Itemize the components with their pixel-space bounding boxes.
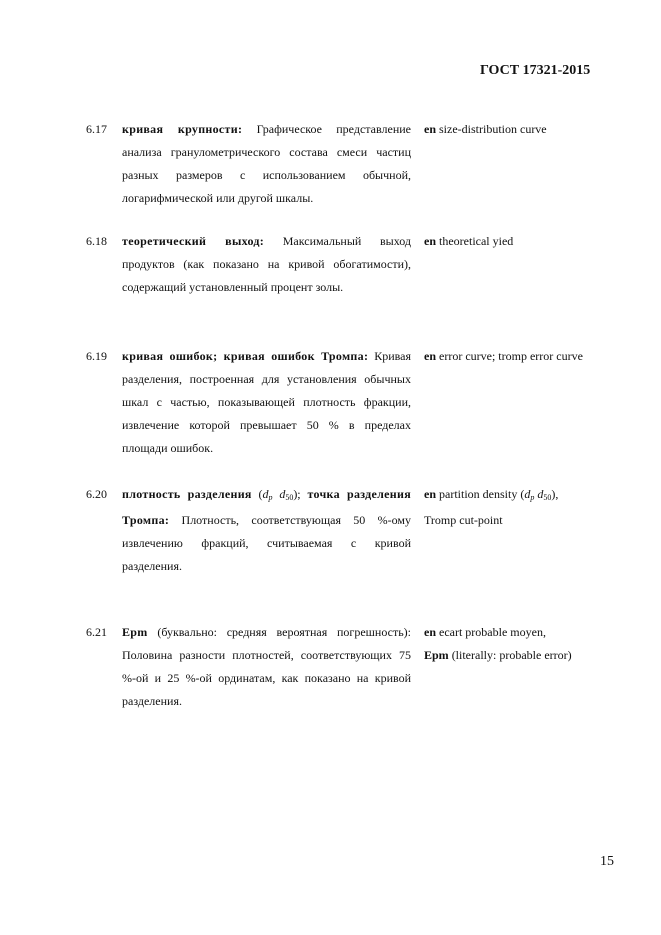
entry-english xyxy=(424,483,634,532)
entry-definition xyxy=(122,118,411,210)
symbol-group xyxy=(259,487,301,501)
definition-text: (буквально: средняя вероятная погрешность): Половина разности плотностей, соответствующих 75 %-ой и 25 %-ой ординатам, как показано на кривой разделения. xyxy=(122,625,411,708)
symbol-d: d xyxy=(262,487,269,501)
language-code: en xyxy=(424,122,436,136)
entry-definition xyxy=(122,483,411,578)
entry-number: 6.18 xyxy=(86,234,107,248)
english-term-secondary: Tromp cut-point xyxy=(424,513,503,527)
english-term: ), xyxy=(551,487,559,501)
symbol-subscript: p xyxy=(268,493,273,502)
language-code: en xyxy=(424,234,436,248)
entry-english xyxy=(424,118,634,141)
entry-definition xyxy=(122,230,411,299)
entry-term: кривая ошибок; кривая ошибок Тромпа: xyxy=(122,349,369,363)
standard-header: ГОСТ 17321-2015 xyxy=(480,63,591,78)
page-number: 15 xyxy=(600,854,614,869)
english-term: error curve; tromp error curve xyxy=(439,349,583,363)
symbol-d: d xyxy=(524,487,531,501)
symbol-d: d xyxy=(279,487,286,501)
entry-term: теоретический выход: xyxy=(122,234,265,248)
language-code: en xyxy=(424,349,436,363)
symbol-paren: ); xyxy=(293,487,301,501)
definition-text: Кривая разделения, построенная для установления обычных шкал с частью, показывающей плотность фракции, извлечение которой превышает 50 % в пределах площади ошибок. xyxy=(122,349,411,455)
english-term-secondary: (literally: probable error) xyxy=(451,648,572,662)
entry-number: 6.17 xyxy=(86,122,107,136)
english-term: ecart probable moyen, xyxy=(439,625,546,639)
entry-definition xyxy=(122,621,411,713)
entry-number: 6.19 xyxy=(86,349,107,363)
entry-term: Epm xyxy=(122,625,148,639)
symbol-subscript: 50 xyxy=(543,493,552,502)
english-term-abbreviation: Epm xyxy=(424,648,449,662)
symbol-d: d xyxy=(537,487,544,501)
language-code: en xyxy=(424,487,436,501)
symbol-paren: ( xyxy=(258,487,263,501)
entry-term-secondary: точка разделения Тромпа: xyxy=(122,487,412,527)
english-term: partition density ( xyxy=(439,487,525,501)
entry-term: плотность разделения xyxy=(122,487,252,501)
definition-text: Максимальный выход продуктов (как показано на кривой обогатимости), содержащий установленный процент золы. xyxy=(122,234,411,294)
entry-english xyxy=(424,345,634,368)
symbol-subscript: p xyxy=(530,493,535,502)
definition-text: Графическое представление анализа гранулометрического состава смеси частиц разных размеров с использованием обычной, логарифмической или другой шкалы. xyxy=(122,122,411,205)
english-term: size-distribution curve xyxy=(439,122,547,136)
entry-english xyxy=(424,621,634,667)
entry-term: кривая крупности: xyxy=(122,122,243,136)
entry-number: 6.21 xyxy=(86,625,107,639)
language-code: en xyxy=(424,625,436,639)
entry-english xyxy=(424,230,634,253)
entry-definition xyxy=(122,345,411,460)
entry-number: 6.20 xyxy=(86,487,107,501)
english-term: theoretical yied xyxy=(439,234,514,248)
definition-text: Плотность, соответствующая 50 %-ому извлечению фракций, считываемая с кривой разделения. xyxy=(122,513,412,573)
symbol-subscript: 50 xyxy=(285,493,294,502)
